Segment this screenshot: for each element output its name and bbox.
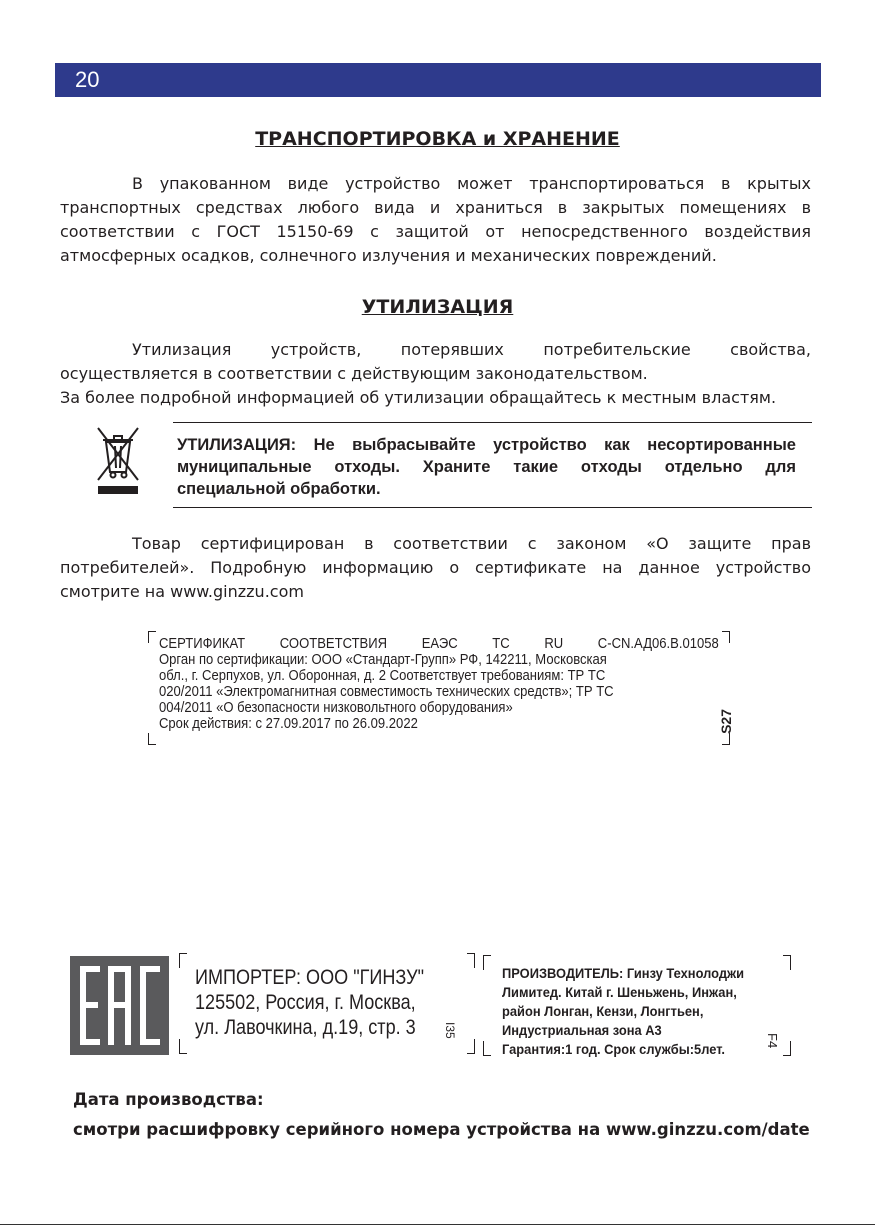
importer-line: ул. Лавочкина, д.19, стр. 3: [195, 1016, 416, 1039]
certificate-line: Орган по сертификации: ООО «Стандарт-Групп» РФ, 142211, Московская: [159, 652, 607, 668]
certificate-line: 004/2011 «О безопасности низковольтного оборудования»: [159, 700, 513, 716]
certificate-title-word: RU: [544, 636, 564, 652]
production-date-text: смотри расшифровку серийного номера устройства на www.ginzzu.com/date: [73, 1120, 810, 1139]
warranty-line: Гарантия:1 год. Срок службы:5лет.: [502, 1041, 725, 1057]
warning-bottom-rule: [173, 507, 812, 508]
certification-text: Товар сертифицирован в соответствии с законом «О защите прав потребителей». Подробную информацию о сертификате на данное устройство смотрите на www.ginzzu.com: [60, 534, 811, 601]
manufacturer-line: Лимитед. Китай г. Шеньжень, Инжан,: [502, 984, 737, 1000]
corner-mark: [483, 955, 491, 970]
footer-rule: [0, 1224, 875, 1225]
certificate-line: 020/2011 «Электромагнитная совместимость технических средств»; ТР ТС: [159, 684, 614, 700]
importer-line: 125502, Россия, г. Москва,: [195, 991, 416, 1014]
page-number: 20: [75, 67, 100, 92]
corner-mark: [148, 733, 156, 745]
eac-logo: [70, 956, 169, 1055]
certificate-validity: Срок действия: с 27.09.2017 по 26.09.2022: [159, 716, 418, 732]
corner-mark: [467, 953, 475, 968]
manufacturer-box: [483, 955, 791, 1056]
manufacturer-code: F4: [765, 1033, 780, 1049]
manufacturer-line: ПРОИЗВОДИТЕЛЬ: Гинзу Технолоджи: [502, 965, 745, 981]
disposal-heading: УТИЛИЗАЦИЯ: [361, 296, 514, 318]
importer-line: ИМПОРТЕР: ООО "ГИНЗУ": [195, 966, 425, 989]
disposal-contact-text: За более подробной информацией об утилизации обращайтесь к местным властям.: [60, 388, 777, 407]
corner-mark: [179, 953, 187, 968]
certificate-title-word: СЕРТИФИКАТ: [159, 636, 246, 652]
warning-top-rule: [173, 422, 812, 423]
corner-mark: [148, 631, 156, 643]
manufacturer-line: Индустриальная зона А3: [502, 1022, 662, 1038]
corner-mark: [722, 631, 730, 643]
transport-text: В упакованном виде устройство может транспортироваться в крытых транспортных средствах любого вида и храниться в закрытых помещениях в соответствии с ГОСТ 15150-69 с защитой от непосредственного воздействия атмосферных осадков, солнечного излучения и механических повреждений.: [60, 174, 811, 265]
certificate-title-word: ЕАЭС: [421, 636, 458, 652]
certificate-title-word: СООТВЕТСТВИЯ: [279, 636, 388, 652]
production-date-label: Дата производства:: [73, 1090, 264, 1109]
certificate-number: С-CN.АД06.В.01058: [597, 636, 719, 652]
certificate-line: обл., г. Серпухов, ул. Оборонная, д. 2 Соответствует требованиям: ТР ТС: [159, 668, 606, 684]
page-header-bar: [55, 63, 821, 97]
corner-mark: [783, 1041, 791, 1056]
corner-mark: [483, 1041, 491, 1056]
corner-mark: [783, 955, 791, 970]
certificate-code: S27: [718, 709, 734, 734]
production-date: [73, 1085, 810, 1145]
manufacturer-line: район Лонган, Кензи, Лонгтьен,: [502, 1003, 704, 1019]
corner-mark: [179, 1039, 187, 1054]
transport-heading: ТРАНСПОРТИРОВКА и ХРАНЕНИЕ: [255, 128, 620, 150]
importer-box: [179, 953, 475, 1054]
crossed-out-bin-icon: [94, 424, 142, 496]
corner-mark: [467, 1039, 475, 1054]
importer-code: I35: [443, 1022, 457, 1039]
corner-mark: [722, 733, 730, 745]
certificate-title-word: ТС: [492, 636, 510, 652]
certificate-title: [159, 636, 719, 652]
disposal-text: Утилизация устройств, потерявших потребительские свойства, осуществляется в соответствии с действующим законодательством.: [60, 340, 811, 383]
certificate-box: [148, 631, 734, 745]
disposal-warning: УТИЛИЗАЦИЯ: Не выбрасывайте устройство как несортированные муниципальные отходы. Храните такие отходы отдельно для специальной обработки.: [177, 436, 796, 498]
